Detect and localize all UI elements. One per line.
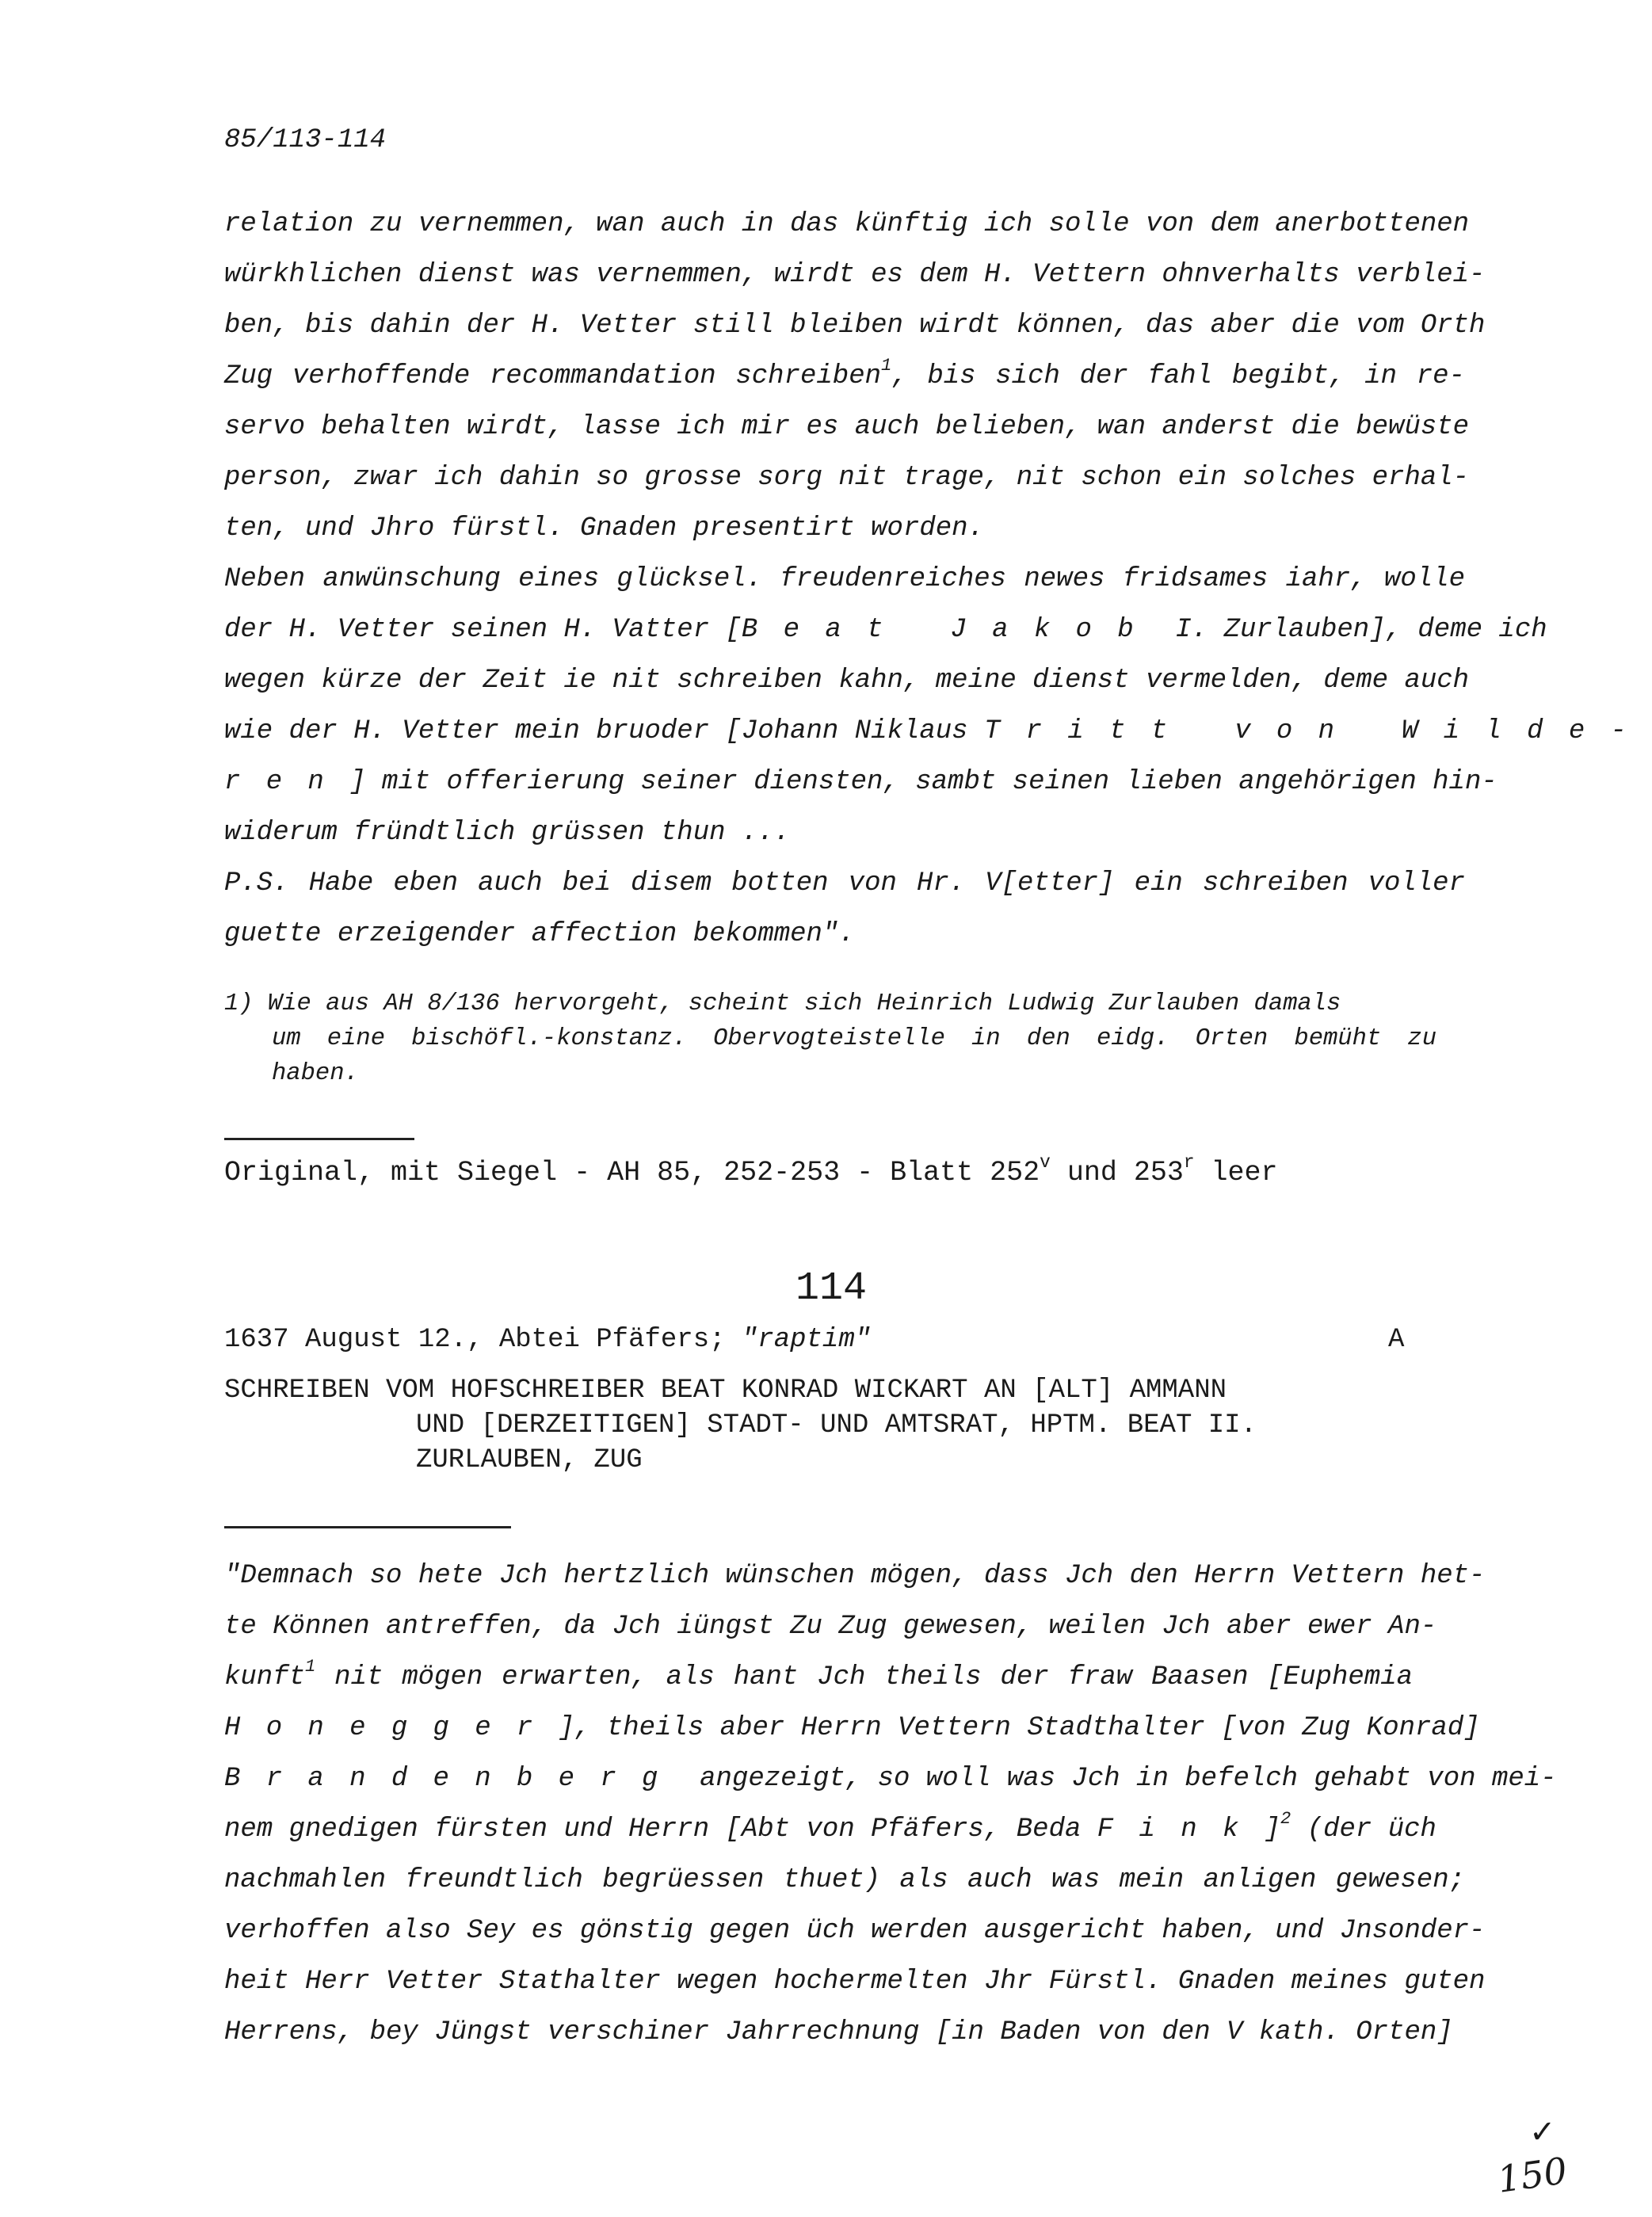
spaced-name: Beat Jakob [741, 615, 1159, 645]
divider [224, 1138, 414, 1140]
text-line: relation zu vernemmen, wan auch in das künftig ich solle von dem anerbottenen [224, 209, 1470, 239]
text-segment: ], theils aber Herrn Vettern Stadthalter [von Zug Konrad] [558, 1713, 1480, 1743]
text-segment: ] [1264, 1814, 1281, 1845]
document-number: 114 [795, 1266, 868, 1311]
spaced-name: Honegger [224, 1713, 559, 1743]
source-text: Original, mit Siegel - AH 85, 252-253 - Blatt 252 [224, 1157, 1040, 1189]
folio-number: 150 [1494, 2149, 1570, 2201]
text-line: person, zwar ich dahin so grosse sorg nit trage, nit schon ein solches erhal- [224, 463, 1470, 493]
source-text: leer [1194, 1157, 1278, 1189]
spaced-name: Brandenberg [224, 1764, 684, 1794]
title-line: SCHREIBEN VOM HOFSCHREIBER BEAT KONRAD WICKART AN [ALT] AMMANN [224, 1376, 1227, 1406]
spaced-name: Tritt von Wilde- [983, 716, 1652, 746]
text-line: te Können antreffen, da Jch iüngst Zu Zug gewesen, weilen Jch aber ewer An- [224, 1612, 1437, 1642]
text-segment: wie der H. Vetter mein bruoder [Johann Niklaus [224, 716, 984, 746]
text-line: heit Herr Vetter Stathalter wegen hochermelten Jhr Fürstl. Gnaden meines guten [224, 1967, 1486, 1997]
text-line: nachmahlen freundtlich begrüessen thuet) als auch was mein anligen gewesen; [224, 1865, 1465, 1895]
footnote-line: haben. [272, 1060, 359, 1087]
dateline-quote: "raptim" [741, 1325, 872, 1355]
category-letter: A [1388, 1325, 1405, 1355]
text-line [224, 356, 1465, 391]
text-segment: kunft [224, 1662, 306, 1692]
text-line: wegen kürze der Zeit ie nit schreiben kahn, meine dienst vermelden, deme auch [224, 666, 1470, 696]
text-line [224, 767, 1497, 797]
divider [224, 1526, 511, 1528]
source-text: und 253 [1050, 1157, 1184, 1189]
text-line: ben, bis dahin der H. Vetter still bleiben wirdt können, das aber die vom Orth [224, 311, 1486, 341]
text-line [224, 716, 1652, 746]
text-line: servo behalten wirdt, lasse ich mir es auch belieben, wan anderst die bewüste [224, 412, 1470, 442]
dateline [224, 1325, 871, 1355]
footnote-marker: 2 [1280, 1809, 1291, 1830]
text-segment: der H. Vetter seinen H. Vatter [ [224, 615, 742, 645]
text-line [224, 1764, 1557, 1794]
text-segment: angezeigt, so woll was Jch in befelch gehabt von mei- [683, 1764, 1557, 1794]
text-line: P.S. Habe eben auch bei disem botten von Hr. V[etter] ein schreiben voller [224, 868, 1465, 899]
spaced-name: Fink [1097, 1814, 1265, 1845]
spaced-name: ren [224, 767, 350, 797]
text-line: verhoffen also Sey es gönstig gegen üch werden ausgericht haben, und Jnsonder- [224, 1916, 1486, 1946]
footnote-marker: 1 [305, 1657, 316, 1677]
text-line: würkhlichen dienst was vernemmen, wirdt es dem H. Vettern ohnverhalts verblei- [224, 260, 1486, 290]
text-line [224, 1713, 1480, 1743]
source-sup: v [1040, 1151, 1051, 1173]
text-line: "Demnach so hete Jch hertzlich wünschen mögen, dass Jch den Herrn Vettern het- [224, 1561, 1486, 1591]
footnote-line: 1) Wie aus AH 8/136 hervorgeht, scheint sich Heinrich Ludwig Zurlauben damals [224, 990, 1341, 1017]
text-segment: Zug verhoffende recommandation schreiben [224, 361, 881, 391]
title-line: UND [DERZEITIGEN] STADT- UND AMTSRAT, HPTM. BEAT II. [416, 1410, 1257, 1440]
text-segment: I. Zurlauben], deme ich [1158, 615, 1547, 645]
title-line: ZURLAUBEN, ZUG [416, 1445, 643, 1475]
text-line: widerum fründtlich grüssen thun ... [224, 818, 791, 848]
text-segment: (der üch [1291, 1814, 1436, 1845]
text-segment: nem gnedigen fürsten und Herrn [Abt von Pfäfers, Beda [224, 1814, 1097, 1845]
text-segment: nit mögen erwarten, als hant Jch theils der fraw Baasen [Euphemia [315, 1662, 1413, 1692]
text-line: guette erzeigender affection bekommen". [224, 919, 855, 949]
text-line [224, 615, 1547, 645]
page-reference: 85/113-114 [224, 125, 387, 155]
source-sup: r [1183, 1151, 1195, 1173]
footnote-line: um eine bischöfl.-konstanz. Obervogteistelle in den eidg. Orten bemüht zu [272, 1025, 1436, 1052]
text-line: Neben anwünschung eines glücksel. freudenreiches newes fridsames iahr, wolle [224, 564, 1465, 594]
text-line: ten, und Jhro fürstl. Gnaden presentirt worden. [224, 513, 984, 544]
text-line: Herrens, bey Jüngst verschiner Jahrrechnung [in Baden von den V kath. Orten] [224, 2017, 1453, 2047]
footnote-marker: 1 [881, 356, 892, 376]
text-segment: , bis sich der fahl begibt, in re- [891, 361, 1465, 391]
text-line [224, 1809, 1436, 1845]
checkmark-icon: ✓ [1529, 2114, 1556, 2150]
dateline-text: 1637 August 12., Abtei Pfäfers; [224, 1325, 742, 1355]
source-line [224, 1151, 1278, 1189]
text-line [224, 1657, 1413, 1692]
text-segment: ] mit offerierung seiner diensten, sambt seinen lieben angehörigen hin- [349, 767, 1497, 797]
